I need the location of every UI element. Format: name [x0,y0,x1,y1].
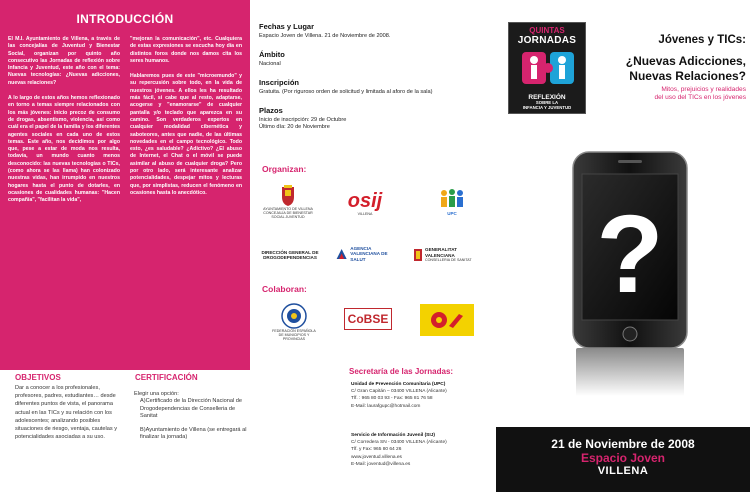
intro-column-left [8,36,120,213]
secretaria-sij [351,432,491,468]
headline-line2a: ¿Nuevas Adicciones, [625,54,746,68]
intro-paragraph: A lo largo de estos años hemos reflexionado en torno a temas siempre relacionados con los más jóvenes: inicio precoz de consumo de drogas, absentismo, violencia, así como cuál era el papel de la familia y los diferentes agentes sociales en cada uno de estos temas. Este año, nos decidimos por algo que, pese a estar de moda nos resulta, todavía, un mundo cuanto menos desconocido: las nuevas tecnologías o TICs, (como ahora se las llama) han colonizado nuestras vidas, han irrumpido en nuestros hogares hasta el punto de dotarles, en ocasiones de cualidades humanas: "Hacen compañía", "facilitan la vida", [8,95,120,204]
intro-panel [0,0,250,370]
avs-logo [336,242,398,266]
secretaria-title: Secretaría de las Jornadas: [349,367,454,376]
ayuntamiento-logo [262,182,314,222]
intro-columns [8,36,242,213]
info-heading: Plazos [259,106,283,115]
sij-email: E-Mail: joventud@villena.es [351,461,411,467]
ayuntamiento-caption: AYUNTAMIENTO DE VILLENA CONCEJALÍA DE BIENESTAR SOCIAL JUVENTUD [263,206,313,220]
objetivos-title: OBJETIVOS [15,373,61,382]
cert-option-b: B)Ayuntamiento de Villena (se entregará al finalizar la jornada) [140,426,247,441]
avs-emblem-icon [336,245,347,263]
gva-emblem-icon [414,249,422,261]
cert-option-a: A)Certificado de la Dirección Nacional de Drogodependencias de Conselleria de Sanitat [140,398,242,420]
femp-logo [270,302,318,342]
osij-caption: VILLENA [357,211,373,216]
event-info [259,22,491,141]
info-heading: Inscripción [259,78,300,87]
gear-figure-icon [427,308,467,332]
secretaria-upc [351,381,491,410]
gva-text-group [425,247,488,262]
femp-emblem-icon [281,303,307,329]
brand-reflexion: REFLEXIÓN [528,94,566,101]
info-plazos [259,106,491,131]
objetivos-text: Dar a conocer a los profesionales, profesores, padres, estudiantes… desde diferentes puntos de vista, el panorama actual en las TICs y su relación con los adolescentes; analizando posibles situaciones de riesgo, ventaja, cautelas y potencialidades asociadas a su uso. [15,385,117,441]
info-text: Espacio Joven de Villena. 21 de Noviembre de 2008. [259,33,391,39]
certificacion-title: CERTIFICACIÓN [135,373,198,382]
dgd-text: DIRECCIÓN GENERAL DE DROGODEPENDENCIAS [261,249,319,260]
upc-address: C/ Gran Capitán – 03400 VILLENA (Alicante) [351,389,447,395]
cobse-wordmark: CoBSE [347,312,389,326]
headline-line1: Jóvenes y TICs: [658,34,746,46]
gva-text: GENERALITAT VALENCIANA [425,247,457,258]
colaboran-title: Colaboran: [262,284,307,294]
sij-phone: Tlf. y Fax: 965 80 64 26 [351,447,402,453]
gva-logo [414,244,488,266]
event-date: 21 de Noviembre de 2008 [551,437,695,451]
headline-subtitle [600,86,746,102]
sij-address: C/ Corredera SN - 03400 VILLENA (Alicante) [351,440,447,446]
upc-phone: Tlf. : 965 80 03 93 - Fax: 965 81 76 58 [351,396,433,402]
brand-infancia: INFANCIA Y JUVENTUD [522,105,572,110]
intro-column-right [130,36,242,213]
organizan-title: Organizan: [262,164,307,174]
avs-text: AGENCIA VALENCIANA DE SALUT [350,245,388,262]
subtitle-line-b: del uso del TICs en los jóvenes [654,94,746,101]
upc-people-icon [437,188,467,212]
intro-title: INTRODUCCIÓN [76,12,174,26]
info-heading: Fechas y Lugar [259,22,315,31]
upc-heading: Unidad de Prevención Comunitaria (UPC) [351,382,446,387]
headline-line2b: Nuevas Relaciones? [629,69,746,83]
info-ambito [259,50,491,68]
event-place: Espacio Joven [580,451,666,465]
cert-intro: Elegir una opción: [134,391,179,397]
sij-website: www.joventud.villena.es [351,454,402,460]
yellow-partner-logo [420,304,474,336]
sij-heading: Servicio de Información Juvenil (SIJ) [351,433,435,438]
brand-quintas: QUINTAS [529,26,565,35]
event-banner [496,427,750,492]
gva-caption: CONSELLERIA DE SANITAT [425,258,472,263]
question-mark-glyph: ? [596,193,664,316]
intro-paragraph: Hablaremos pues de este "microemundo" y su repercusión sobre todo, en la vida de nuestros jóvenes. A ellos les ha resultado más fácil, si cabe que al resto, adaptarse, acogerse y "enamorarse" de cualquier pantalla y/o teclado que aparezca en su camino. Son verdaderos expertos en cualquier modalidad cibernética y saboteores, antes que nadie, de las últimas novedades en el campo tecnológico. Todo esto, ¿es saludable? ¿Adictivo? ¿El abuso de Internet, el Chat o el móvil se puede asimilar al abuso de cualquier droga? Pero por otro lado, será interesante analizar potencialidades, despejar mitos y lecturas que, por simplistas, reducen el fenómeno en ocasiones hasta lo anecdótico. [130,73,242,196]
info-text: Gratuita. (Por riguroso orden de solicitud y limitada al aforo de la sala) [259,89,433,95]
upc-email: E-Mail: laurafgupc@hotmail.com [351,403,421,409]
upc-caption: UPC [447,210,457,216]
intro-paragraph: "mejoran la comunicación", etc. Cualquiera de estas expresiones se escucha hoy día en distintos foros donde nos damos cita los seres humanos. [130,36,242,64]
coat-of-arms-icon [279,185,297,207]
info-text: Inicio de inscripción: 29 de Octubre [259,117,347,123]
intro-paragraph: El M.I. Ayuntamiento de Villena, a través de las concejalías de Juventud y Bienestar Social, organizan por quinto año consecutivo las Jornadas de reflexión sobre Infancia y Juventud, este año con el tema: Nuevas tecnologías: ¿Nuevas adicciones, nuevas relaciones? [8,36,120,86]
info-text: Nacional [259,61,281,67]
smartphone-illustration [570,150,690,350]
event-town: VILLENA [597,465,649,477]
puzzle-figures-icon [520,48,576,88]
info-fechas [259,22,491,40]
info-text: Último día: 20 de Noviembre [259,124,330,130]
brand-tagline [509,95,585,110]
info-heading: Ámbito [259,50,285,59]
upc-logo [432,184,472,220]
osij-logo [340,186,390,220]
brand-sobre: SOBRE LA [535,100,559,105]
headline-line2 [590,54,746,84]
info-inscripcion [259,78,491,96]
osij-wordmark: osij [347,189,383,212]
phone-reflection [576,348,684,396]
certificacion-text [134,391,250,447]
brand-jornadas: JORNADAS [517,35,577,46]
jornadas-brand-logo [508,22,586,114]
dgd-logo [258,244,322,266]
femp-caption: FEDERACIÓN ESPAÑOLA DE MUNICIPIOS Y PROVINCIAS [272,328,316,342]
subtitle-line-a: Mitos, prejuicios y realidades [661,86,746,93]
cobse-logo [344,308,392,330]
